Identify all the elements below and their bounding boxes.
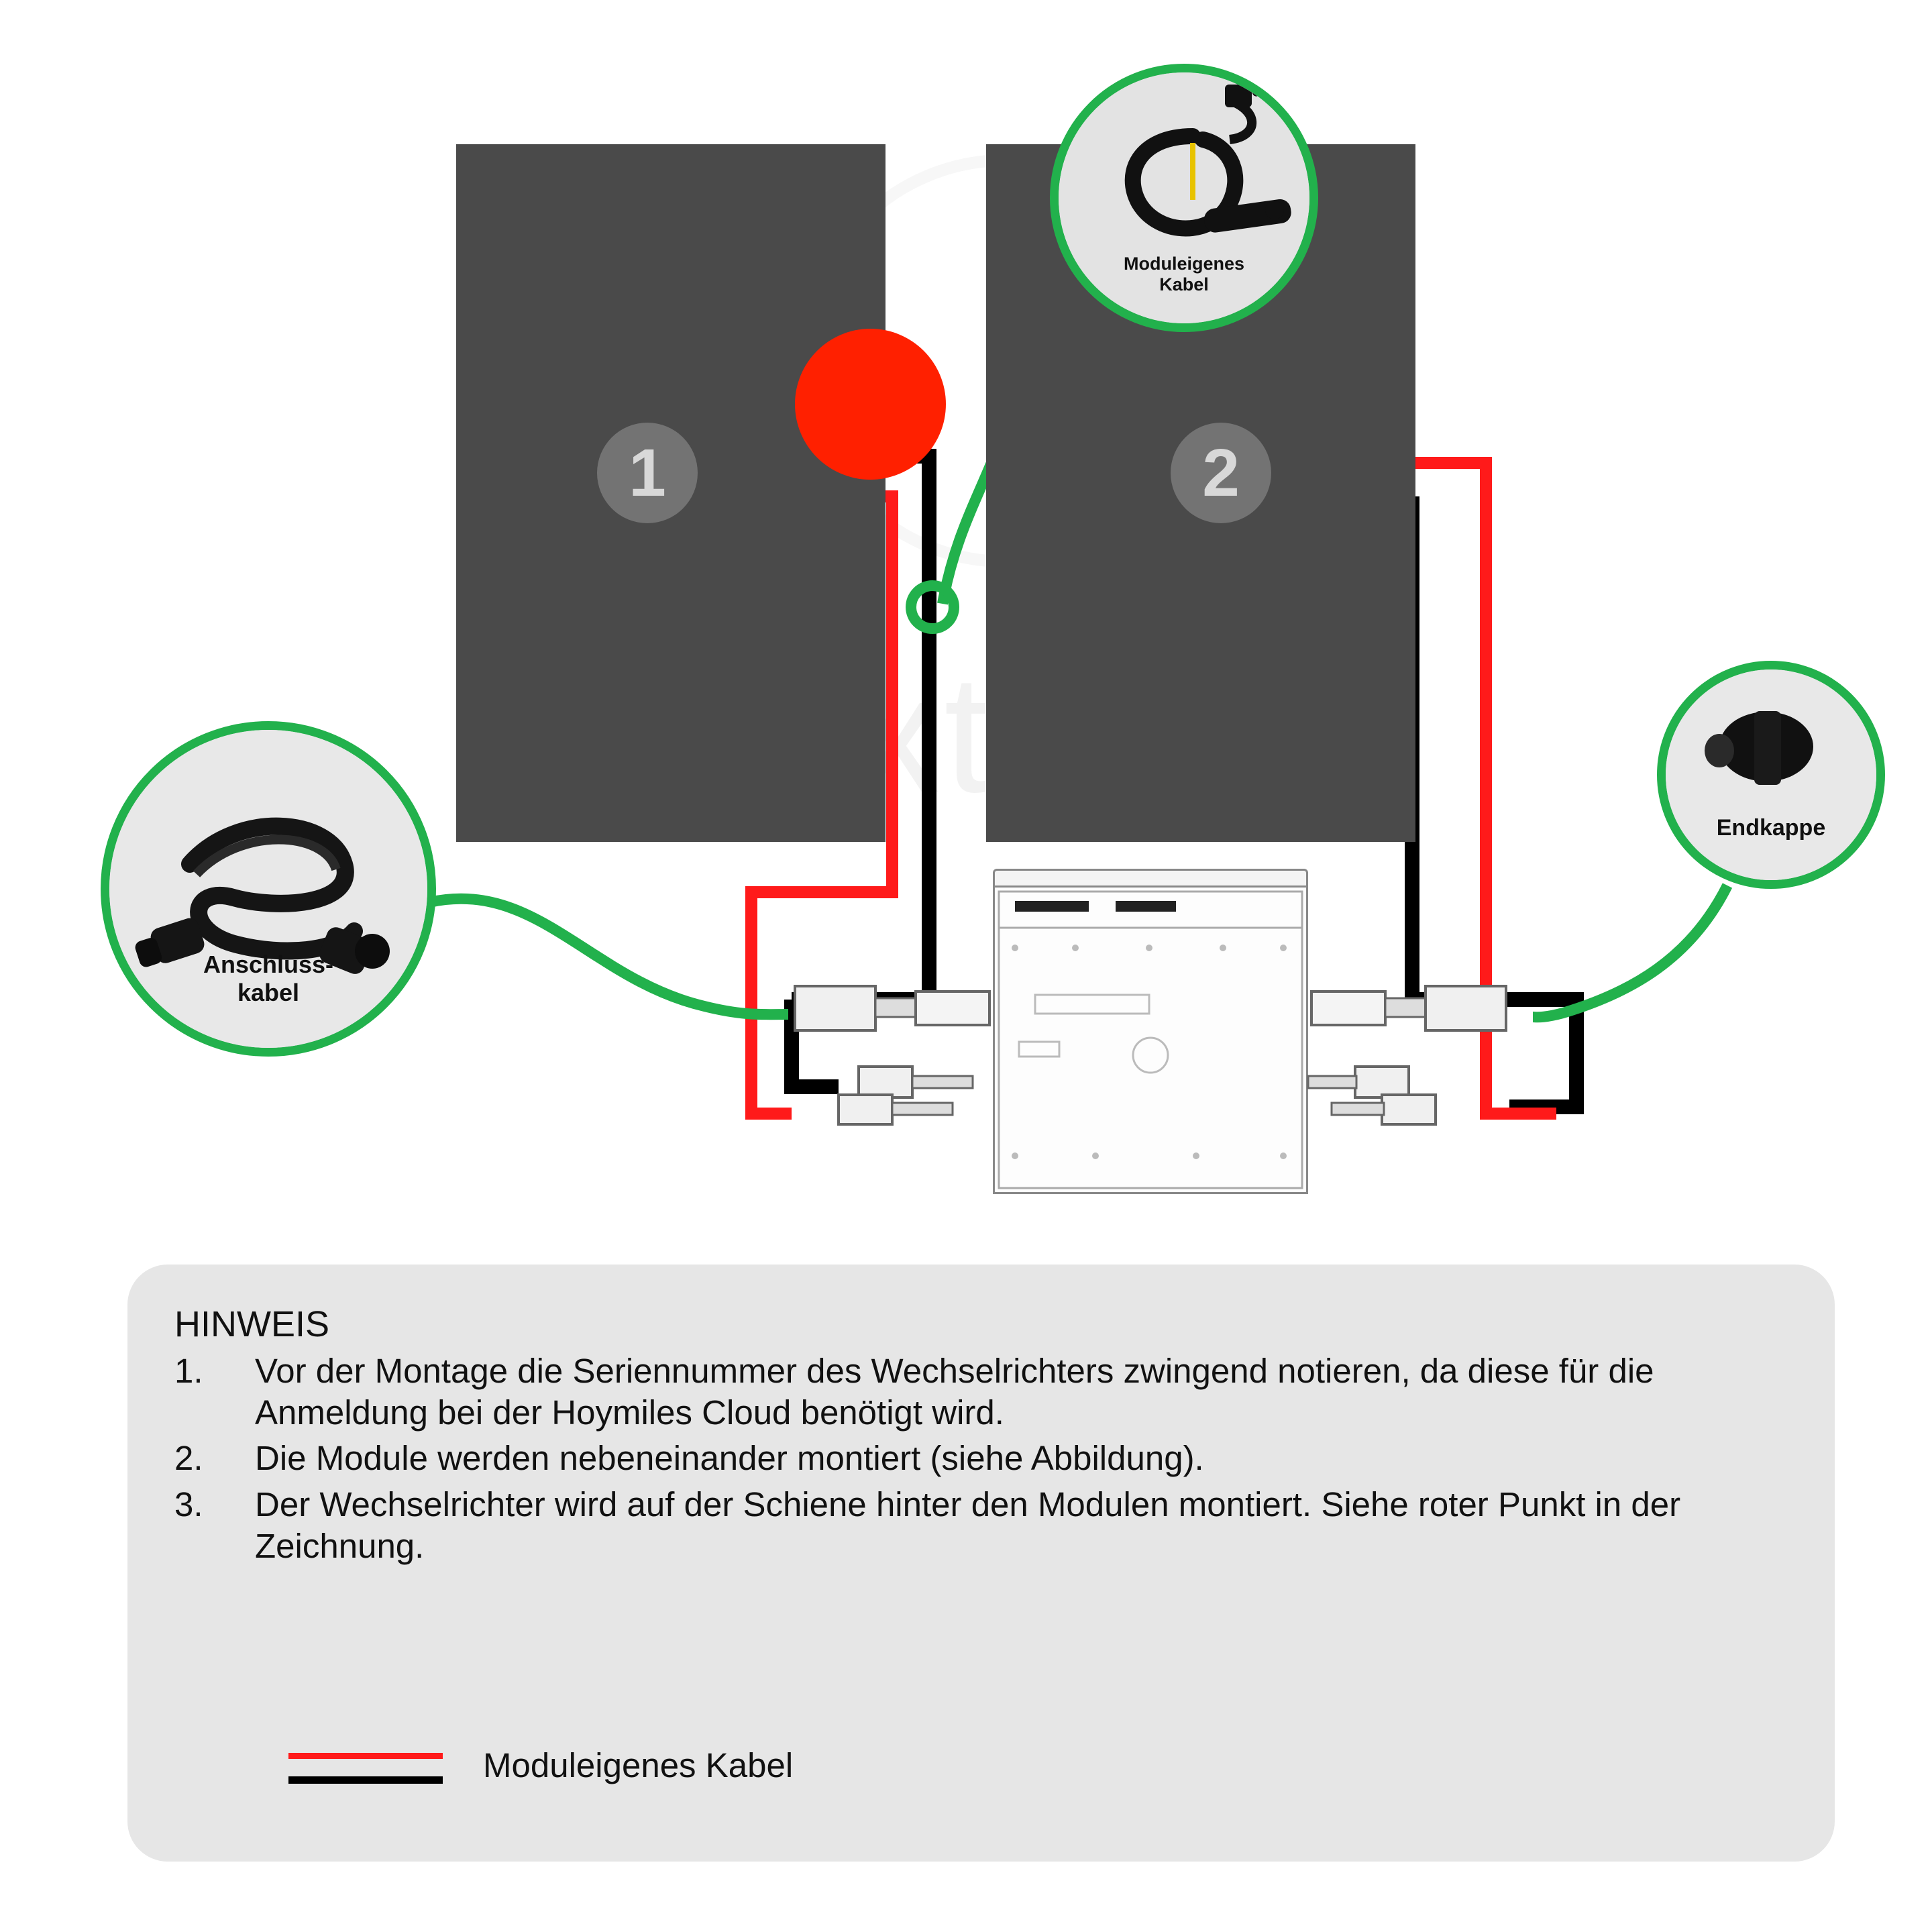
list-item-number: 2. <box>174 1439 203 1478</box>
legend-swatch <box>288 1753 443 1784</box>
list-item <box>174 1484 1788 1567</box>
list-item <box>174 1438 1788 1479</box>
callout-label-line1: Moduleigenes <box>1123 253 1245 274</box>
inverter-position-marker <box>795 329 946 480</box>
list-item-text: Der Wechselrichter wird auf der Schiene hinter den Modulen montiert. Siehe roter Punkt in der Zeichnung. <box>255 1485 1681 1565</box>
callout-endkappe <box>1657 661 1885 889</box>
list-item-text: Vor der Montage die Seriennummer des Wechselrichters zwingend notieren, da diese für die Anmeldung bei der Hoymiles Cloud benötigt wird. <box>255 1352 1654 1432</box>
endkappe-photo <box>1666 669 1876 880</box>
cable-black-left-branch <box>792 1000 839 1087</box>
inverter-detail <box>995 888 1306 1192</box>
callout-endkappe-label: Endkappe <box>1716 814 1826 841</box>
callout-label-line2: Kabel <box>1159 274 1209 294</box>
list-item <box>174 1350 1788 1434</box>
module-number-badge-2: 2 <box>1171 423 1271 523</box>
callout-anschlusskabel <box>101 721 436 1057</box>
legend-line-black <box>288 1776 443 1784</box>
callout-moduleigenes-kabel-label <box>1059 254 1309 295</box>
callout-label-line1: Anschluss- <box>203 951 334 979</box>
list-item-number: 1. <box>174 1352 203 1390</box>
list-item-number: 3. <box>174 1485 203 1523</box>
notice-panel <box>127 1265 1835 1862</box>
callout-moduleigenes-kabel <box>1050 64 1318 332</box>
callout-label-line2: kabel <box>237 978 300 1006</box>
module-number-badge-1: 1 <box>597 423 698 523</box>
legend <box>288 1748 793 1788</box>
legend-label: Moduleigenes Kabel <box>483 1746 794 1784</box>
notice-title: HINWEIS <box>174 1304 330 1344</box>
notice-list <box>174 1350 1788 1567</box>
inverter-body <box>993 885 1308 1194</box>
cable-black-right <box>1412 496 1533 1000</box>
leader-anschlusskabel <box>429 899 788 1014</box>
list-item-text: Die Module werden nebeneinander montiert (siehe Abbildung). <box>255 1439 1204 1478</box>
legend-line-red <box>288 1753 443 1759</box>
callout-anschlusskabel-label <box>109 951 427 1006</box>
